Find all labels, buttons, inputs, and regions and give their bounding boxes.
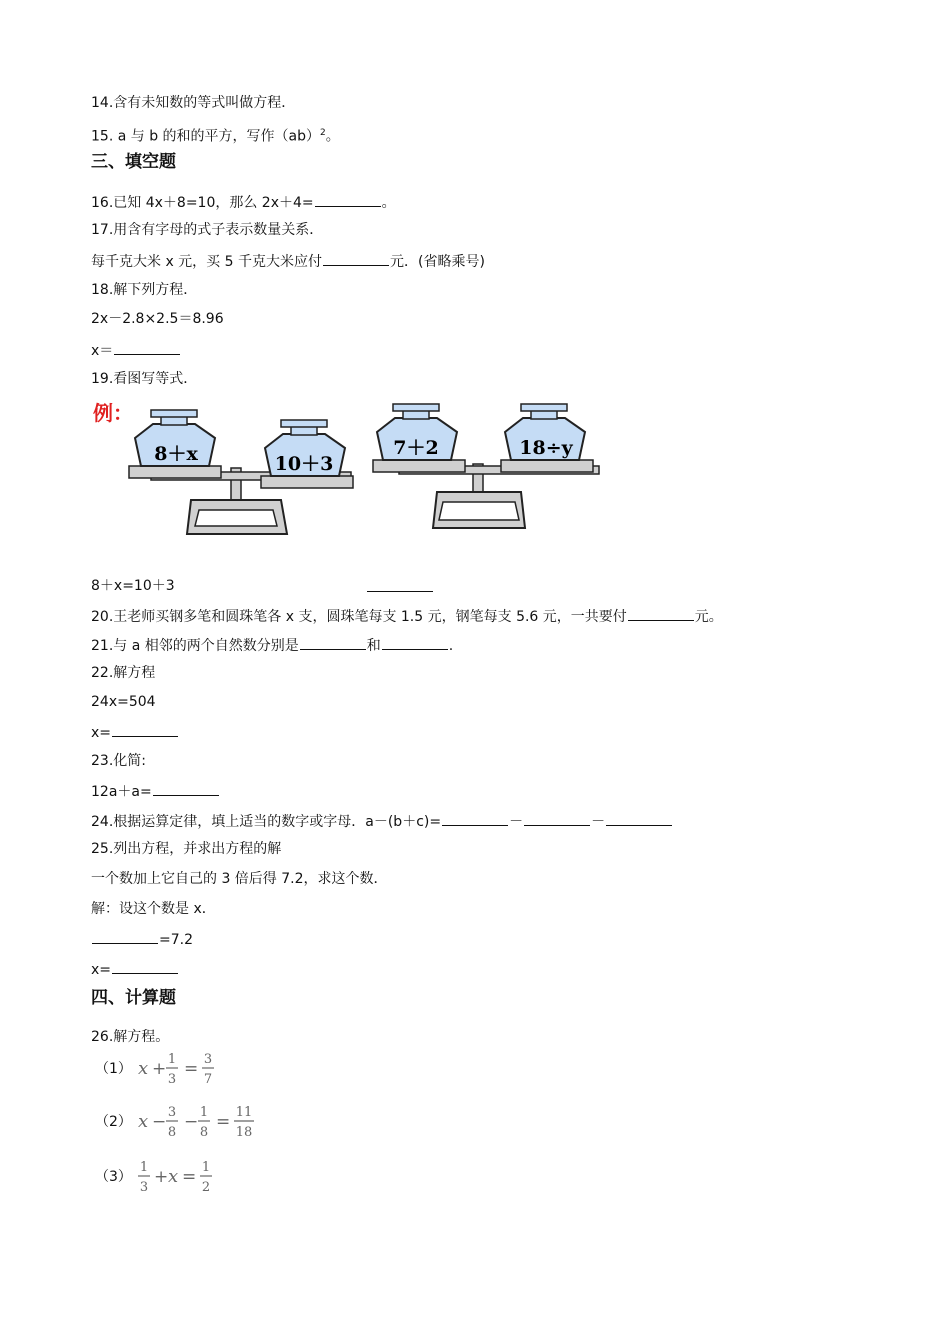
q16-post: 。 xyxy=(381,195,396,211)
q16-blank[interactable] xyxy=(315,192,381,207)
svg-text:1: 1 xyxy=(202,1160,211,1175)
q17-line2-pre: 每千克大米 x 元，买 5 千克大米应付 xyxy=(91,254,322,270)
q14-text: 14.含有未知数的等式叫做方程． xyxy=(91,95,296,111)
q25-ans-blank[interactable] xyxy=(112,959,178,974)
svg-text:3: 3 xyxy=(140,1180,149,1195)
q18-ans-pre: x＝ xyxy=(91,343,114,359)
q21-line xyxy=(91,635,453,655)
q22-answer xyxy=(91,722,179,742)
q24-blank-2[interactable] xyxy=(524,811,590,826)
q16-line xyxy=(91,192,396,212)
q24-line xyxy=(91,811,673,831)
balance-scales-figure xyxy=(91,398,611,558)
q20-blank[interactable] xyxy=(628,606,694,621)
scale-1-right-label: 10＋3 xyxy=(274,453,334,475)
q26-item-2 xyxy=(95,1101,266,1141)
q26-item-1 xyxy=(95,1048,226,1088)
svg-text:3: 3 xyxy=(168,1072,177,1087)
q18-answer xyxy=(91,340,181,360)
q25-equation xyxy=(91,929,193,949)
q26-item-1-label: （1） xyxy=(95,1061,132,1077)
q22-text: 22.解方程 xyxy=(91,665,156,681)
q25-text: 25.列出方程，并求出方程的解 xyxy=(91,841,282,857)
svg-text:7: 7 xyxy=(204,1072,213,1087)
op-equals: = xyxy=(184,1059,199,1079)
example-label: 例： xyxy=(93,401,133,425)
scale-1-left-label: 8＋x xyxy=(154,443,198,465)
q18-equation: 2x－2.8×2.5＝8.96 xyxy=(91,311,224,327)
op-minus: − xyxy=(152,1112,167,1132)
svg-text:3: 3 xyxy=(204,1052,213,1067)
scale-2-right-label: 18÷y xyxy=(519,437,573,459)
q21-mid: 和 xyxy=(366,638,381,654)
q26-text: 26.解方程。 xyxy=(91,1029,170,1045)
q23-equation xyxy=(91,781,220,801)
q22-equation: 24x=504 xyxy=(91,694,156,710)
q15-sup: 2 xyxy=(320,128,326,138)
svg-text:1: 1 xyxy=(200,1105,209,1120)
section-3-heading: 三、填空题 xyxy=(91,152,176,172)
q23-blank[interactable] xyxy=(153,781,219,796)
q26-item-3 xyxy=(95,1156,226,1196)
q19-text: 19.看图写等式． xyxy=(91,371,198,387)
q24-blank-1[interactable] xyxy=(442,811,508,826)
q21-pre: 21.与 a 相邻的两个自然数分别是 xyxy=(91,638,299,654)
q25-eq-post: =7.2 xyxy=(159,932,193,948)
q25-blank[interactable] xyxy=(92,929,158,944)
section-4-heading: 四、计算题 xyxy=(91,988,176,1008)
var-x: x xyxy=(138,1058,149,1079)
q24-minus-2: － xyxy=(591,814,606,830)
var-x: x xyxy=(168,1166,179,1187)
op-equals: = xyxy=(216,1112,231,1132)
q15-line xyxy=(91,124,340,146)
q22-blank[interactable] xyxy=(112,722,178,737)
q15-pre: 15. a 与 b 的和的平方，写作（ab） xyxy=(91,128,320,145)
scale-1 xyxy=(129,410,353,534)
op-minus: − xyxy=(184,1112,199,1132)
svg-text:8: 8 xyxy=(200,1125,209,1140)
q20-post: 元。 xyxy=(694,609,723,625)
op-plus: + xyxy=(154,1167,169,1187)
q22-ans-pre: x= xyxy=(91,725,112,741)
q24-minus-1: － xyxy=(509,814,524,830)
q20-line xyxy=(91,606,723,626)
q19-blank[interactable] xyxy=(367,577,433,592)
q25-line3: 解：设这个数是 x． xyxy=(91,901,216,917)
q17-line2 xyxy=(91,251,485,271)
svg-text:3: 3 xyxy=(168,1105,177,1120)
q19-example-answer: 8＋x=10＋3 xyxy=(91,578,175,594)
scale-2-left-label: 7＋2 xyxy=(393,437,439,459)
q24-pre: 24.根据运算定律，填上适当的数字或字母．a－(b＋c)= xyxy=(91,814,442,830)
q20-pre: 20.王老师买钢多笔和圆珠笔各 x 支，圆珠笔每支 1.5 元，钢笔每支 5.6 元，一共要付 xyxy=(91,609,627,625)
q16-pre: 16.已知 4x＋8=10，那么 2x＋4= xyxy=(91,195,314,211)
q21-post: . xyxy=(448,638,454,654)
scale-2 xyxy=(373,404,599,528)
q15-post: 。 xyxy=(325,128,340,145)
var-x: x xyxy=(138,1111,149,1132)
q24-blank-3[interactable] xyxy=(606,811,672,826)
op-equals: = xyxy=(182,1167,197,1187)
scale-1-right-pan xyxy=(261,476,353,488)
q25-line2: 一个数加上它自己的 3 倍后得 7.2，求这个数． xyxy=(91,871,388,887)
q26-item-2-label: （2） xyxy=(95,1114,132,1130)
svg-text:11: 11 xyxy=(236,1105,253,1120)
q19-answer-line xyxy=(366,577,434,597)
q26-item-3-math xyxy=(136,1156,226,1196)
op-plus: + xyxy=(152,1059,167,1079)
q25-ans-pre: x= xyxy=(91,962,112,978)
q26-item-3-label: （3） xyxy=(95,1169,132,1185)
q18-text: 18.解下列方程． xyxy=(91,282,198,298)
q25-answer xyxy=(91,959,179,979)
q21-blank-1[interactable] xyxy=(300,635,366,650)
q17-blank[interactable] xyxy=(323,251,389,266)
scale-2-right-pan xyxy=(501,460,593,472)
scale-2-left-pan xyxy=(373,460,465,472)
scale-1-left-pan xyxy=(129,466,221,478)
svg-text:1: 1 xyxy=(168,1052,177,1067)
q23-eq-pre: 12a＋a= xyxy=(91,784,152,800)
svg-text:8: 8 xyxy=(168,1125,177,1140)
q21-blank-2[interactable] xyxy=(382,635,448,650)
q17-text: 17.用含有字母的式子表示数量关系． xyxy=(91,222,324,238)
q26-item-2-math xyxy=(136,1101,266,1141)
svg-text:2: 2 xyxy=(202,1180,211,1195)
q17-line2-post: 元．(省略乘号) xyxy=(390,254,485,270)
q18-blank[interactable] xyxy=(114,340,180,355)
svg-text:18: 18 xyxy=(236,1125,253,1140)
q23-text: 23.化简: xyxy=(91,753,146,769)
q26-item-1-math xyxy=(136,1048,226,1088)
svg-text:1: 1 xyxy=(140,1160,149,1175)
